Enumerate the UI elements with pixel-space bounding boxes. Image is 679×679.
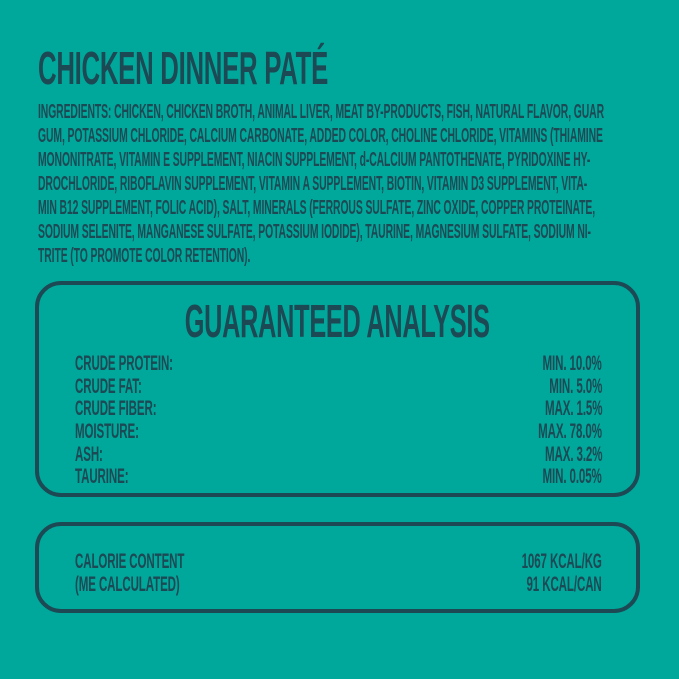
analysis-label: CRUDE FAT:	[75, 374, 142, 398]
analysis-value: MIN. 5.0%	[549, 374, 602, 398]
calorie-value-kcal-can: 91 KCAL/CAN	[526, 573, 602, 596]
calorie-content-box	[35, 522, 640, 613]
analysis-row	[75, 443, 602, 466]
guaranteed-analysis-heading	[39, 297, 636, 345]
analysis-label: CRUDE PROTEIN:	[75, 352, 173, 376]
analysis-value: MAX. 1.5%	[544, 397, 602, 421]
calorie-label-line2: (ME CALCULATED)	[75, 573, 180, 596]
calorie-content-values	[456, 550, 602, 596]
analysis-label: TAURINE:	[75, 465, 129, 489]
calorie-value-kcal-kg: 1067 KCAL/KG	[521, 550, 602, 573]
analysis-row	[75, 398, 602, 421]
ingredient-line: DROCHLORIDE, RIBOFLAVIN SUPPLEMENT, VITAMIN A SUPPLEMENT, BIOTIN, VITAMIN D3 SUPPLEMENT, VITA-	[38, 173, 588, 195]
product-title	[38, 42, 556, 94]
analysis-label: MOISTURE:	[75, 420, 139, 444]
guaranteed-analysis-heading-text: GUARANTEED ANALYSIS	[185, 295, 490, 347]
guaranteed-analysis-table	[39, 353, 636, 489]
analysis-row	[75, 353, 602, 376]
ingredient-line: SODIUM SELENITE, MANGANESE SULFATE, POTASSIUM IODIDE), TAURINE, MAGNESIUM SULFATE, SODIUM NI-	[38, 221, 591, 243]
guaranteed-analysis-box	[35, 281, 640, 497]
ingredient-line: TRITE (TO PROMOTE COLOR RETENTION).	[38, 245, 251, 267]
analysis-row	[75, 466, 602, 489]
analysis-label: ASH:	[75, 442, 103, 466]
analysis-row	[75, 376, 602, 399]
ingredient-line: GUM, POTASSIUM CHLORIDE, CALCIUM CARBONATE, ADDED COLOR, CHOLINE CHLORIDE, VITAMINS (THIAMINE	[38, 125, 603, 147]
ingredient-line: INGREDIENTS: CHICKEN, CHICKEN BROTH, ANIMAL LIVER, MEAT BY-PRODUCTS, FISH, NATURAL FLAVOR, GUAR	[38, 101, 604, 123]
ingredient-line: MIN B12 SUPPLEMENT, FOLIC ACID), SALT, MINERALS (FERROUS SULFATE, ZINC OXIDE, COPPER PROTEINATE,	[38, 197, 596, 219]
analysis-label: CRUDE FIBER:	[75, 397, 157, 421]
calorie-content-label	[75, 550, 274, 596]
analysis-value: MIN. 0.05%	[542, 465, 602, 489]
analysis-value: MAX. 78.0%	[538, 420, 602, 444]
calorie-label-line1: CALORIE CONTENT	[75, 550, 185, 573]
ingredient-line: MONONITRATE, VITAMIN E SUPPLEMENT, NIACIN SUPPLEMENT, d-CALCIUM PANTOTHENATE, PYRIDOXINE HY-	[38, 149, 591, 171]
product-title-text: CHICKEN DINNER PATÉ	[38, 42, 328, 94]
analysis-value: MIN. 10.0%	[542, 352, 602, 376]
ingredients-paragraph	[38, 100, 679, 268]
analysis-value: MAX. 3.2%	[544, 442, 602, 466]
analysis-row	[75, 421, 602, 444]
calorie-content-row	[39, 526, 636, 596]
